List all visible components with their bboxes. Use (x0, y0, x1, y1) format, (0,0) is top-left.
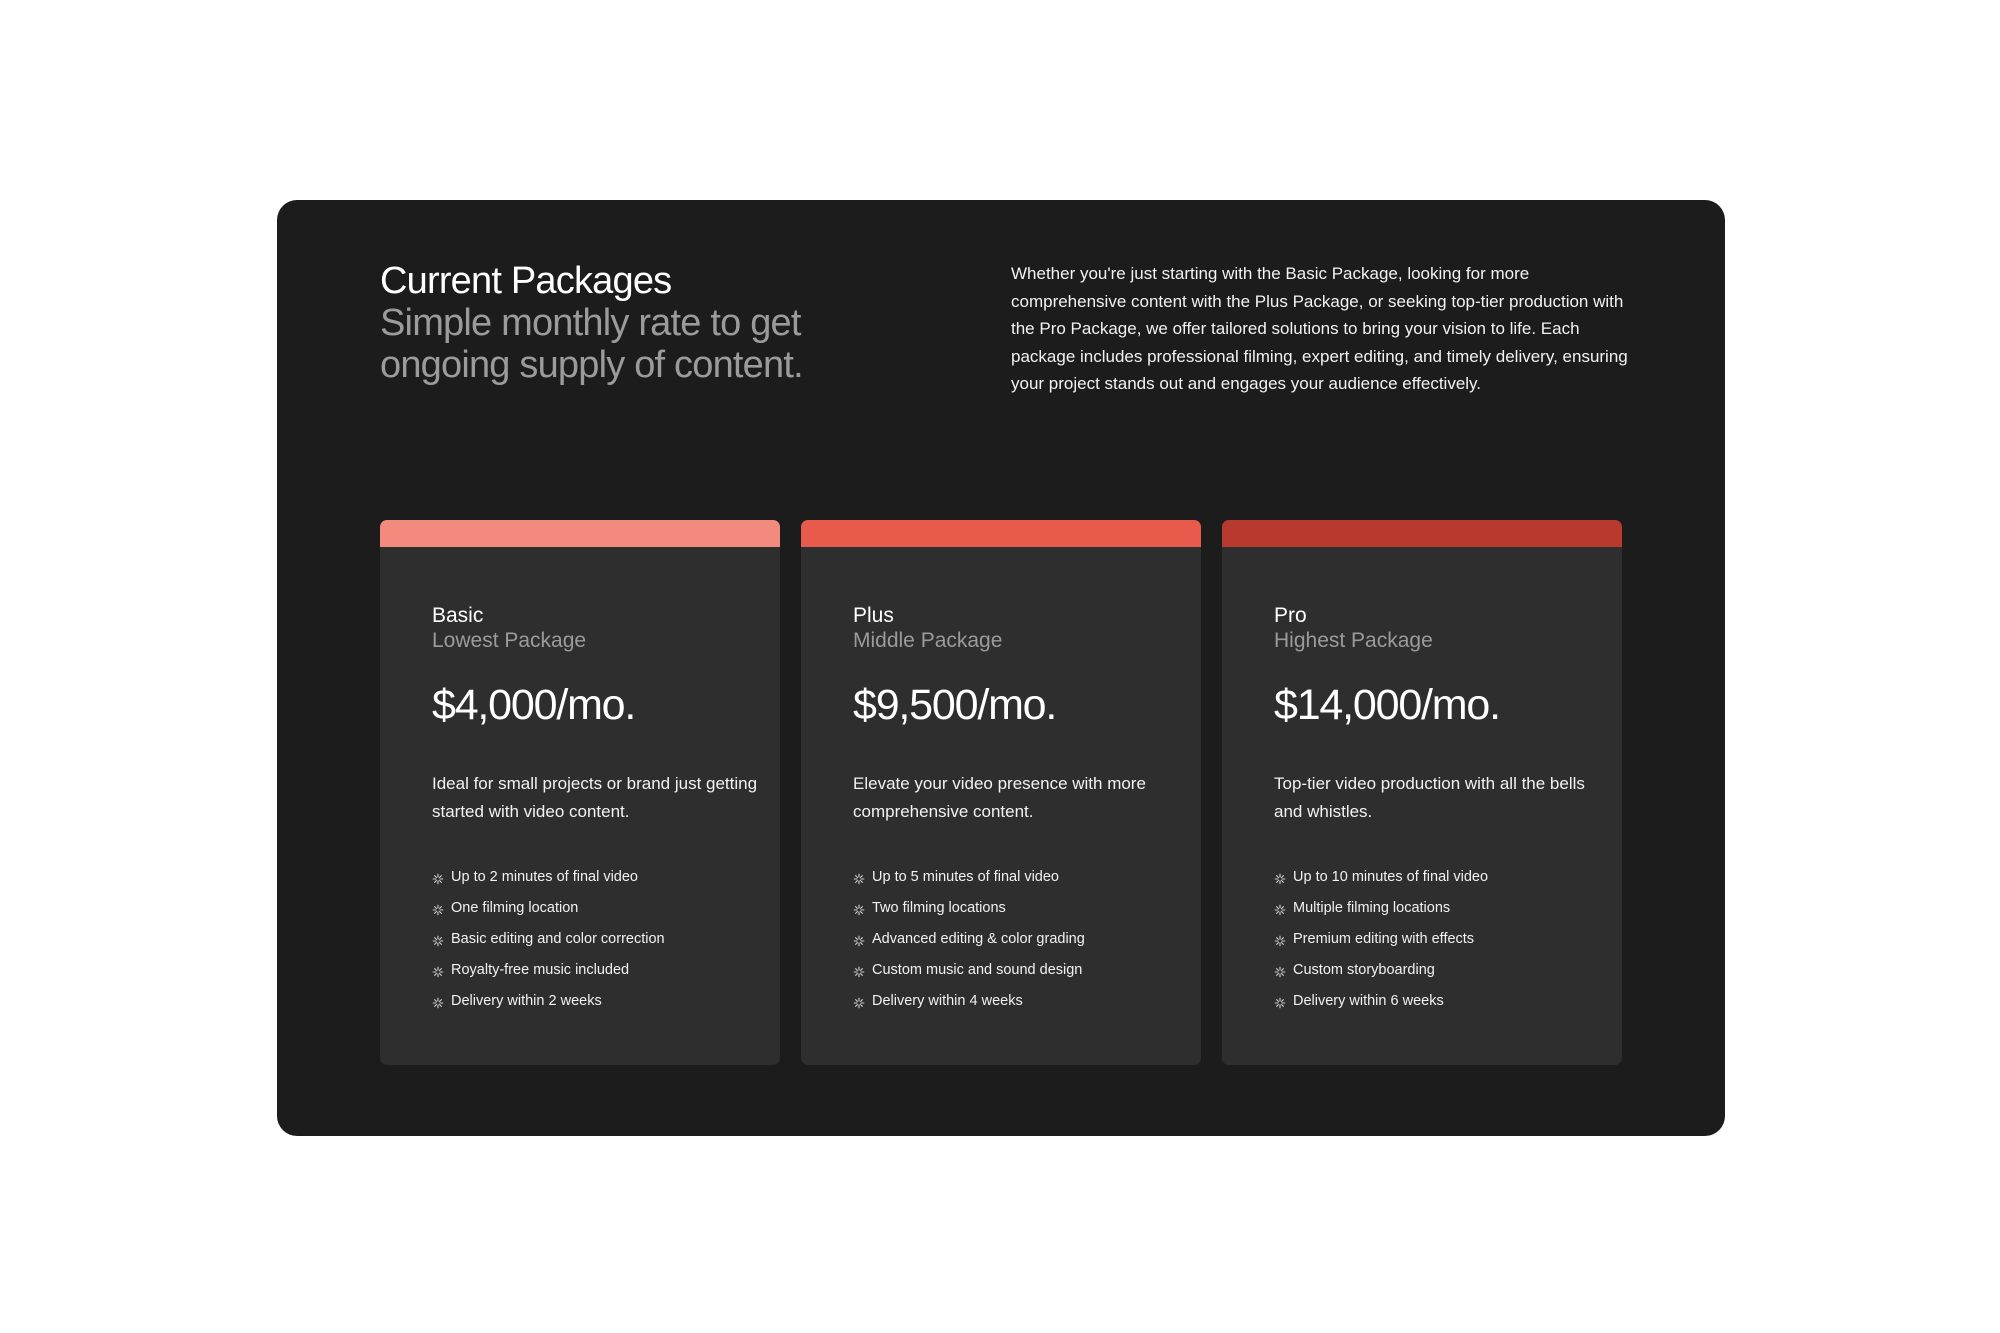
asterisk-icon (853, 903, 865, 915)
page-title: Current Packages (380, 260, 672, 302)
feature-item (853, 930, 1149, 949)
feature-item (853, 899, 1149, 918)
asterisk-icon (432, 872, 444, 884)
feature-list (1274, 868, 1570, 1011)
package-card-plus[interactable] (801, 520, 1201, 1065)
package-card-pro[interactable] (1222, 520, 1622, 1065)
feature-item (1274, 961, 1570, 980)
feature-label: Up to 2 minutes of final video (451, 869, 638, 885)
package-tier: Highest Package (1274, 629, 1433, 652)
card-body (1222, 547, 1622, 1011)
package-price: $4,000/mo. (432, 681, 636, 729)
asterisk-icon (432, 996, 444, 1008)
feature-item (432, 961, 728, 980)
asterisk-icon (853, 872, 865, 884)
asterisk-icon (853, 934, 865, 946)
package-name: Basic (432, 604, 484, 627)
feature-label: Up to 5 minutes of final video (872, 869, 1059, 885)
asterisk-icon (1274, 872, 1286, 884)
feature-label: Premium editing with effects (1293, 931, 1475, 947)
asterisk-icon (432, 965, 444, 977)
asterisk-icon (1274, 996, 1286, 1008)
card-accent-bar (380, 520, 780, 547)
feature-label: Delivery within 4 weeks (872, 993, 1023, 1009)
feature-item (1274, 868, 1570, 887)
feature-label: Advanced editing & color grading (872, 931, 1085, 947)
feature-label: Delivery within 6 weeks (1293, 993, 1444, 1009)
feature-item (1274, 930, 1570, 949)
asterisk-icon (1274, 965, 1286, 977)
feature-label: Royalty-free music included (451, 962, 630, 978)
page-subtitle: Simple monthly rate to get ongoing supply of content. (380, 302, 803, 386)
asterisk-icon (853, 965, 865, 977)
feature-label: Custom storyboarding (1293, 962, 1435, 978)
feature-label: Delivery within 2 weeks (451, 993, 602, 1009)
package-name: Plus (853, 604, 894, 627)
card-body (380, 547, 780, 1011)
feature-item (432, 899, 728, 918)
feature-item (432, 868, 728, 887)
card-accent-bar (801, 520, 1201, 547)
feature-item (432, 930, 728, 949)
package-name: Pro (1274, 604, 1307, 627)
feature-list (432, 868, 728, 1011)
feature-item (432, 992, 728, 1011)
intro-paragraph: Whether you're just starting with the Basic Package, looking for more comprehensive content with the Plus Package, or seeking top-tier production with the Pro Package, we offer tailored solutions to bring your vision to life. Each package includes professional filming, expert editing, and timely delivery, ensuring your project stands out and engages your audience effectively. (1011, 264, 1628, 393)
asterisk-icon (432, 903, 444, 915)
package-price: $14,000/mo. (1274, 681, 1500, 729)
packages-panel (277, 200, 1725, 1136)
card-accent-bar (1222, 520, 1622, 547)
feature-label: Custom music and sound design (872, 962, 1083, 978)
feature-item (1274, 899, 1570, 918)
feature-list (853, 868, 1149, 1011)
asterisk-icon (1274, 903, 1286, 915)
asterisk-icon (1274, 934, 1286, 946)
feature-item (853, 868, 1149, 887)
card-body (801, 547, 1201, 1011)
package-description: Elevate your video presence with more comprehensive content. (853, 774, 1146, 821)
feature-item (1274, 992, 1570, 1011)
package-tier: Middle Package (853, 629, 1003, 652)
feature-label: Basic editing and color correction (451, 931, 665, 947)
package-card-basic[interactable] (380, 520, 780, 1065)
package-cards (380, 520, 1622, 1065)
feature-label: Up to 10 minutes of final video (1293, 869, 1489, 885)
feature-label: Two filming locations (872, 900, 1006, 916)
package-price: $9,500/mo. (853, 681, 1057, 729)
asterisk-icon (853, 996, 865, 1008)
package-tier: Lowest Package (432, 629, 587, 652)
section-heading (380, 260, 940, 386)
feature-item (853, 961, 1149, 980)
package-description: Top-tier video production with all the bells and whistles. (1274, 774, 1585, 821)
feature-label: One filming location (451, 900, 579, 916)
asterisk-icon (432, 934, 444, 946)
feature-label: Multiple filming locations (1293, 900, 1451, 916)
feature-item (853, 992, 1149, 1011)
package-description: Ideal for small projects or brand just getting started with video content. (432, 774, 758, 821)
